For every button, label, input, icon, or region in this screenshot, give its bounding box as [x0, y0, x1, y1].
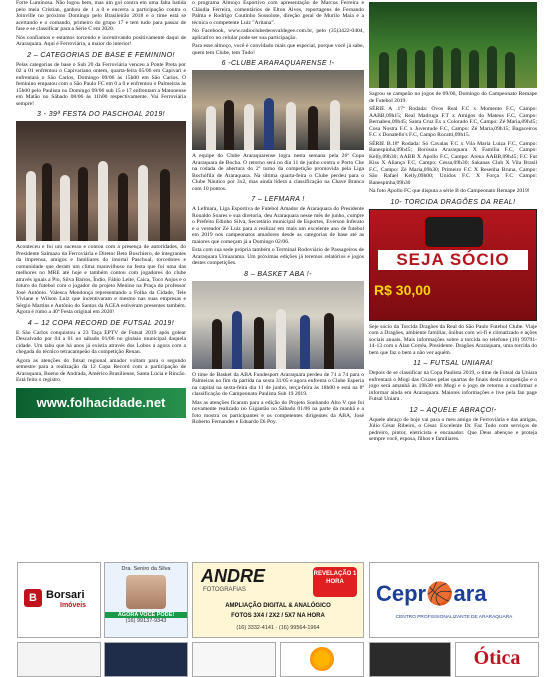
sun-logo-icon: [310, 647, 334, 671]
article-text: Mas as atenções ficaram para a edição do Projeto Sonhando Alto V que foi novamente realizado no Gigantão no Sábado 01/06 na parte da manhã e a foto mostra os participantes e os competentes dirigentes da ABA, José Roberto Fernandes e Eduardo Di Poy.: [192, 399, 364, 425]
andre-tag: REVELAÇÃO 1 HORA: [313, 567, 357, 597]
socio-price: R$ 30,00: [374, 281, 431, 298]
socio-title: SEJA SÓCIO: [378, 250, 528, 270]
article-text: Aquele abraço de hoje vai para o meu amigo de Ferroviária e das antigas, Júlio César Ribeiro, o César. Excelente Dr. Faz Tudo com serviços de pedreiro, pintor, eletricista e encanador. Que Deus abençoe e proteja sempre você, esposa, filhos e familiares.: [369, 416, 537, 442]
article-text: Esta com sua sede própria também o Terminal Rodoviário de Passageiros de Araraquara Umuarama. Um próximas edições já teremos relatórios e jogos destes competições.: [192, 247, 364, 266]
saude-title: Dra. Seniro da Silva: [121, 566, 171, 572]
article-text: O time de Basket da ABA Fundesport Araraquara perdeu de 71 a 74 para o Palmeiras no fim da partida na sexta 31/05 e agora enfrenta o Clube Esperia na capital na sexta-feira dia 11 de junho, terça-feira às 18h00 e está na 8ª classificação do Campeonato Paulista Sub 19 2019.: [192, 371, 364, 397]
article-text: Aconteceu e foi um sucesso e contou com a presença de autoridades, do Presidente Salmazo da Ferroviária e Diretor Beto Boschiero, de integrantes da imprensa, amigos e familiares do imortal Paschoal, torcedores e comunidade que deram um clima maravilhoso na festa que foi uma das melhores no MRE até hoje e também contou com jogadores do clube através iguais a Pio, Silva Barros, Índio, Fábio Leite, Caíca, Toco Anjos e o futuro do futebol com o jogador do projeto Menino na Praça do professor José Antônio. Valesca Mendonça representando a Folha da Cidade, Tele Viviane e Wilson Luiz que incentivaram e mesmo nas suas empresas e Sérgio Martins e Antônio do Santos da ACEA estiveram presentes também. Agora é rumo a 40ª Festa original em 2020!: [16, 244, 186, 315]
article-text: Nós confiamos e estamos torcendo e incentivando positivamente daqui de Araraquara. Aqui é Ferroviária, a maior do interior!: [16, 34, 186, 47]
ad-bottom-3[interactable]: [192, 642, 276, 677]
borsari-sub: Imóveis: [60, 602, 87, 609]
folha-cidade-site-banner[interactable]: www.folhacidade.net: [16, 388, 186, 418]
borsari-name: Borsari: [46, 589, 85, 601]
borsari-ad[interactable]: [17, 562, 101, 638]
section-heading: 6 -CLUBE ARARAQUARENSE !-: [221, 60, 335, 67]
article-text: o programa Almoço Esportivo com apresentação de Marcos Ferreira e Cláudia Ferreira, comentários de Elton Alves, reportagens de Fernando Palma e Rodrigo Coutinho Sossolote, direção geral de Murilo Maia e a técnica o competente Luiz "Aritana".: [192, 0, 364, 26]
ad-bottom-1[interactable]: [17, 642, 101, 677]
basket-aba-photo: [192, 281, 364, 369]
andre-fotografias-ad[interactable]: [192, 562, 364, 638]
saude-cta: AGORA VOCÊ PODE!: [105, 612, 187, 618]
article-text: E São Carlos conquistou a 23 Taça EPTV de Futsal 2019 após golear Descalvado por 04 a 01 no sábado 01/06 no ginásio municipal daquela cidade. Um tabu que há anos já existia através dos Lobos a agora com a chegada do técnico tetracampeão da competição Renan.: [16, 329, 186, 355]
section-heading: 2 – CATEGORIAS DE BASE E FEMININO!: [27, 51, 175, 59]
article-text: SÉRIE B.18ª Rodada: Só Cavalas F.C x Vila Maria Luiza F.C, Campo: Banespinha,09h45; Borússia Araraquara X Família F.C, Campo: Kelly,09h30; AABB X Apollo F.C, Campo: Arena AABB,09h45; F.C Fut Kiss X Aliança F.C, Campo: Cessa,09h30; Sakanas Club X Vila Brasil F.C, Campo: Zé Maria,09h30; Primeiro F.C X Resenha Bruna, Campo: São Rafael Kelly,09h00; Unidos F.C X Força F.C Campo: Banespinha,09h30: [369, 140, 537, 186]
borsari-logo-icon: B: [24, 589, 42, 607]
section-heading: 8 – BASKET ABA !-: [244, 270, 312, 278]
article-text: Agora as atenções do futsal regional amador voltam para o segundo semestre para a realização da 12 Copa Record com a participação de Araraquara, Bueno de Andrada, Américo Brasiliense, Santa Lúcia e Rincão. Está feito o registro.: [16, 357, 186, 383]
otica-ad[interactable]: [455, 642, 539, 677]
saude-phone: (16) 99137-9343: [125, 618, 167, 624]
ceproara-name: Cepr🏀ara: [376, 581, 487, 606]
andre-sub: FOTOGRAFIAS: [203, 587, 246, 593]
seja-socio-poster: [369, 209, 537, 321]
article-text: Na foto Apollo FC que disputa a série B do Campeonato Remape 2019!: [369, 188, 530, 194]
article-text: No Facebook, www.radioclubedeosvaldegee.com.br, pelo (35)3422-0404, aplicativo no celular pode ser sua participação.: [192, 28, 364, 41]
saude-photo: [126, 575, 166, 609]
andre-line1: AMPLIAÇÃO DIGITAL & ANALÓGICO: [225, 603, 331, 609]
festa-paschoal-photo: [16, 121, 186, 241]
article-text: A equipe do Clube Araraquarense logra nesta semana pela 26ª Copa Araraquara de Bocha. O retorno será no dia 11 de junho contra o Porto Che na rodada de abertura do 2º turno da competição promovida pela Liga Bochófila de Araraquara. Na última quarta-feira o Clube perdeu para o Clube Náutico por 3x2, mas ainda lidera a classificação na Chave Branca com 10 pontos.: [192, 153, 364, 192]
ceproara-sub: CENTRO PROFISSIONALIZANTE DE ARARAQUARA: [395, 615, 513, 620]
article-text: Seje sócio da Torcida Dragões da Real do São Paulo Futebol Clube. Viaje com a Dragões, ambiente familiar, ônibus com wi-fi e climatizado e ações sociais anuais. Mais informações sobre a torcida no telefone (16) 99791-14-13 com o Alan Corrêa, Presidente. Dragões Araraquara, uma torcida do bem que faz o bem a não ver aquém.: [369, 323, 537, 356]
ad-bottom-5[interactable]: [369, 642, 451, 677]
article-text: Depois de se classificar na Copa Paulista 2019, o time de Futsal da Uniara enfrentará o Mogi das Cruzes pelas quartas de finais desta competição e o jogo será amanhã às 19h30 em Mogi e o jogo de retorno a confirmar e informar ainda em Araraquara. Maiores informações e live pela fan page Futsal Uniara .: [369, 370, 537, 402]
article-text: A Lefmara, Liga Esportiva de Futebol Amador de Araraquara do Presidente Ronaldo Soares e sua diretoria, deu Araraquara nesse mês de junho, cumpre o Prefeito Edinho Silva, Secretário municipal de Esportes, Everson Inferato e o vereador Zé Luiz para a realizar em mais um excelente ano de futebol em 2019 nos campeonatos amadores desde as categorias de base até as maiores que começam já a Domingo 02/06.: [192, 206, 364, 245]
clube-araraquarense-photo: [192, 70, 364, 150]
ceproara-ad[interactable]: [369, 562, 539, 638]
andre-line3: (16) 3332-4141 · (16) 99564-1964: [236, 625, 320, 631]
otica-name: Ótica: [473, 647, 521, 669]
article-text: Para esse almoço, você é convidado mais que especial, porque você já sabe, quem tem Clube, tem Tudo!: [192, 43, 364, 56]
column-left: [16, 0, 186, 418]
article-text: Pelas categorias de base o Sub 20 da Ferroviária venceu a Ponte Preta por 02 a 01 enfrentou o Capivariano ontem, quarta-feira 05/06 em Capivari e enfrentará o São Carlos, Domingo 09/06 às 15h00 em São Carlos. O feminino empatou com o São Paulo FC em 0 a 0 e enfrentou o Palmeiras às 15h00 pelo Paulista no Domingo 09/06 sub 15 e 17 enfrentam a Matonense em Matão no Sábado 08/06 às 11h00 respectivamente. Vai Ferroviária sempre!: [16, 61, 186, 107]
column-right: [369, 0, 537, 445]
saude-ad[interactable]: [104, 562, 188, 638]
section-heading: 4 – 12 COPA RECORD DE FUTSAL 2019!: [27, 319, 175, 327]
section-heading: 10- TORCIDA DRAGÕES DA REAL!: [390, 198, 516, 206]
article-text: Forte Luminosa. Não logou bem, mas um gol contra em uma falta batida pelo meia Cristian, ganhou de 1 a 0 e encerra a participação contra o Joinville no próximo Domingo pelo Brasileirão 2018 e o time está se acertando e o comando, primeiro do grupo 17 e tem tudo para passar de fase e se classificar para a Série C em 2020.: [16, 0, 186, 32]
section-heading: 11 – FUTSAL UNIARA!: [413, 360, 493, 367]
article-text: SÉRIE A .17ª Rodada: Ovos Real F.C x Momento F.C, Campo: AABB,09h15; Real Madruga F.T x Amigos do Mateus F.C, Campo: Bernabeu,09h45; Santa Cruz Ex x Colorado F.C, Campo: Zé Maria,09h45; Cosa Nostra F.C x Juventude F.C, Campo: Zé Maria,09h15; Bagaceiros F.C x Donatello's F.C, Campo Rocatti,09h15.: [369, 106, 537, 138]
andre-title: ANDRE: [201, 566, 266, 586]
column-middle: [192, 0, 364, 428]
article-text: Sagrou se campeão no jogos de 09/06, Domingo do Campeonato Remape de Futebol 2019.: [369, 91, 537, 104]
andre-line2: FOTOS 3X4 / 2X2 / 5X7 NA HORA: [231, 613, 325, 619]
ad-bottom-4[interactable]: [280, 642, 364, 677]
ad-bottom-2[interactable]: [104, 642, 188, 677]
section-heading: 7 – LEFMARA !: [251, 196, 305, 203]
dragoes-logo-icon: [424, 216, 484, 248]
section-heading: 3 - 39ª FESTA DO PASCHOAL 2019!: [37, 111, 165, 118]
apollo-fc-team-photo: [369, 2, 537, 88]
section-heading: 12 – AQUELE ABRAÇO!-: [409, 406, 497, 414]
